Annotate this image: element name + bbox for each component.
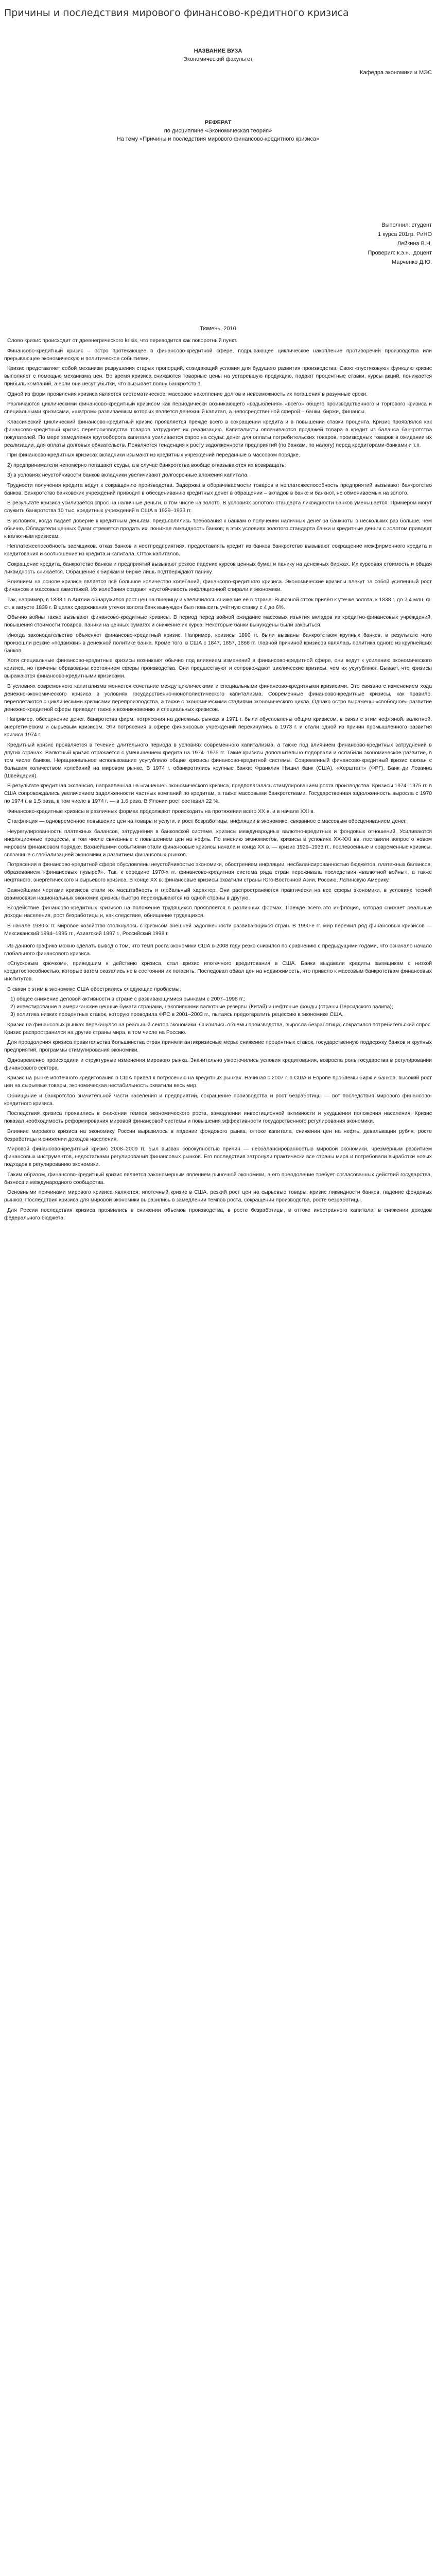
paragraph: Различаются циклическими финансово-кредитный кризисом как периодически возникающего «вздыбления» «всего» общего производственного и торгового кризиса и специальными кризисами, «шатром» развиваемым которых является денежный капитал, а непосредственной сферой – банки, биржи, финансы.: [4, 401, 432, 415]
author-role: Выполнил: студент: [381, 222, 432, 228]
discipline: по дисциплине «Экономическая теория»: [164, 128, 272, 134]
paragraph: Одновременно происходили и структурные изменения мирового рынка. Значительно ужесточились условия кредитования, возросла роль государства в регулировании финансового сектора.: [4, 1057, 432, 1071]
city-year: Тюмень, 2010: [200, 326, 236, 332]
paragraph: Для России последствия кризиса проявились в снижении объемов производства, в росте безработицы, в оттоке иностранного капитала, в снижении доходов федерального бюджета.: [4, 1207, 432, 1221]
paragraph: В результате кредитная экспансия, направленная на «гашение» экономического кризиса, предполагалась стимулированием роста производства. Кризисы 1974–1975 гг. в США сопровождались увеличением задолженности частных компаний по кредитам, а также массовыми банкротствами. Государственная задолженность выросла с 1970 по 1974 г. в 1,5 раза, в том числе в 1974 г. — в 1,6 раза. В Японии рост составил 22 %.: [4, 783, 432, 804]
paragraph: В результате кризиса усиливается спрос на наличные деньги, в том числе на золото. В условиях золотого стандарта ликвидности банков уменьшается. Примером могут служить банкротства 10 тыс. кредитных учреждений в США в 1929–1933 гг.: [4, 500, 432, 514]
paragraph: Кризис представляет собой механизм разрушения старых пропорций, созидающий условия для будущего развития производства. Свою «пустяковую» функцию кризис выполняет с помощью механизма цен. Во время кризиса снижаются товарные цены на устаревшую продукцию, падают процентные ставки, курсы акций, понижается прибыль компаний, а если они несут убытки, что вызывает волну банкротств.1: [4, 366, 432, 387]
paragraph: В связи с этим в экономике США обострились следующие проблемы:: [7, 986, 181, 992]
paragraph: Одной из форм проявления кризиса является систематическое, массовое накопление долгов и невозможность их погашения в разумные сроки.: [7, 391, 368, 397]
paragraph: Иногда законодательство объясняет финансово-кредитный кризис. Например, кризисы 1890 гг. были вызваны банкротством крупных банков, в результате чего произошли резкие «подвижки» в денежной политике банка. Кроме того, в США с 1847, 1857, 1866 гг. главной причиной кризисов являлась политика одного из крупнейших банков.: [4, 632, 432, 654]
paragraph: В начале 1980-х гг. мировое хозяйство столкнулось с кризисом внешней задолженности развивающихся стран. В 1990-е гг. мир пережил ряд финансовых кризисов — Мексиканский 1994–1995 гг., Азиатский 1997 г., Российский 1998 г.: [4, 923, 432, 937]
paragraph: Неплатежеспособность заемщиков, отказ банков и неотпредприятиях, предоставлять кредит из банков банкротство вызывают сокращение межфирменного кредита и кредитования и соотношение из кредита и капитала. Отток капиталов.: [4, 544, 432, 557]
paragraph: Обычно войны также вызывают финансово-кредитные кризисы. В период перед войной ожидание массовых изъятия вкладов из кредитно-финансовых учреждений, повышения стоимости товаров, паники на ценных бумагах и снижение их курса. Некоторые банки вынуждены были закрыться.: [4, 615, 432, 628]
paragraph: Основными причинами мирового кризиса являются: ипотечный кризис в США, резкий рост цен на сырьевые товары, кризис ликвидности банков, падение фондовых рынков. Последствия кризиса для мировой экономики выразились в замедлении темпов роста, сокращении производства, росте безработицы.: [4, 1190, 432, 1203]
paragraph: Влиянием на основе кризиса является всё большое количество колебаний, финансово-кредитного кризиса. Экономические кризисы влекут за собой усиленный рост финансов и массовых ажиотажей. Их колебания создают неустойчивость инфляционной спирали и экономики.: [4, 579, 432, 592]
department-name: Кафедра экономики и МЭС: [360, 70, 432, 76]
paragraph: Из данного графика можно сделать вывод о том, что темп роста экономики США в 2008 году резко снизился по сравнению с предыдущими годами, что означало начало глобального финансового кризиса.: [4, 943, 432, 957]
list-item: 1) общее снижение деловой активности в стране с развивающимися рынками с 2007–1998 гг.;: [10, 996, 246, 1002]
paragraph: Слово кризис происходит от древнегреческого krisis, что переводится как поворотный пункт.: [7, 338, 238, 344]
checker-role: Проверил: к.э.н., доцент: [368, 250, 432, 256]
paragraph: Таким образом, финансово-кредитный кризис является закономерным явлением рыночной экономики, а его преодоление требует согласованных действий государства, бизнеса и международного сообщества.: [4, 1172, 432, 1185]
paragraph: Кризис на финансовых рынках перекинулся на реальный сектор экономики. Снизились объемы производства, выросла безработица, сократился потребительский спрос. Кризис распространился на другие страны мира, в том числе на Россию.: [4, 1022, 432, 1036]
paragraph: Для преодоления кризиса правительства большинства стран приняли антикризисные меры: снижение процентных ставок, государственную поддержку банков и крупных предприятий, программы стимулирования экономики.: [4, 1040, 432, 1053]
paragraph: Неурегулированность платежных балансов, затруднения в банковской системе, кризисы международных валютно-кредитных и фондовых отношений. Усиливаются инфляционные процессы, в том числе связанные с повышением цен на нефть. По мнению экономистов, кризисы в условиях XX-XXI вв. поставили вопрос о новом мировом финансовом порядке. Важнейшими событиями стали финансовые кризисы начала и конца ХХ в. — кризис 1929–1933 гг., послевоенные и современные кризисы, связанные с глобализацией экономики и развитием финансовых рынков.: [4, 828, 432, 858]
paragraph: Финансово-кредитные кризисы в различных формах продолжают происходить на протяжении всего XX в. и в начале XXI в.: [7, 808, 315, 815]
paragraph: В условиях, когда падает доверие к кредитным деньгам, предъявлялись требования к банкам о получении наличных денег за банкноты в нескольких раз больше, чем обычно. Обладатели ценных бумаг стремятся продать их, понижая ликвидность банков; в этих условиях золотого стандарта банки и кредитные деньги с золотом приводят к валютным кризисам.: [4, 518, 432, 539]
paragraph: Кризис на рынке ипотечного кредитования в США привел к потрясению на кредитных рынках. Начиная с 2007 г. в США и Европе проблемы бирж и банков, высокий рост цен на сырьевые товары, экономическая нестабильность охватили весь мир.: [4, 1075, 432, 1089]
paragraph: Мировой финансово-кредитный кризис 2008–2009 гг. был вызван совокупностью причин — несбалансированностью мировой экономики, чрезмерным развитием финансовых инструментов, недостатками регулирования финансовых рынков. Его последствия затронули практически все страны мира и потребовали выработки новых подходов к регулированию экономики.: [4, 1146, 432, 1167]
paragraph: Так, например, в 1838 г. в Англии обнаружился рост цен на пшеницу и увеличилось снижение её в стране. Вывозной отток привёл к утечке золота, к 1838 г. до 2,4 млн. ф. ст. в августе 1839 г. В целях сдерживания утечки золота банк вынужден был повысить учётную ставку с 4 до 6%.: [4, 597, 432, 611]
causes-list: [4, 995, 432, 1019]
paragraph: Трудности получения кредита ведут к сокращению производства. Задержка в оборачиваемости товаров и неплатежеспособность предприятий вызывают банкротство банков. Банкротство банковских учреждений приводит в обесцениванию кредитных денег в обращении – вкладов в банке и банкнот, не обмениваемых на золото.: [4, 482, 432, 496]
doc-type: РЕФЕРАТ: [204, 120, 232, 126]
page-title: Причины и последствия мирового финансово-кредитного кризиса: [4, 7, 349, 19]
paragraph: Обнищание и банкротство значительной части населения и предприятий, сокращение производства и рост безработицы — вот последствия мирового финансово-кредитного кризиса.: [4, 1093, 432, 1107]
author-group: 1 курса 201гр. РиНО: [378, 231, 432, 238]
paragraph: Хотя специальные финансово-кредитные кризисы возникают обычно под влиянием изменений в финансово-кредитной сфере, они ведут к усилению экономического кризиса, но причины образованы состоянием сферы производства. Они предшествуют и сопровождают циклические кризисы, чем их усугубляют. Бывает, что кризисы выражаются финансово-кредитными кризисами.: [4, 658, 432, 679]
paragraph: 3) в условиях неустойчивости банков вкладчики увеличивают долгосрочные вложения капитала.: [7, 472, 249, 478]
essay-body: [4, 337, 432, 1224]
paragraph: Влияние мирового кризиса на экономику России выразилось в падении фондового рынка, оттоке капитала, снижении цен на нефть, девальвации рубля, росте безработицы и снижении доходов населения.: [4, 1128, 432, 1142]
paragraph: Кредитный кризис проявляется в течение длительного периода в условиях современного капитализма, а также под влиянием финансово-кредитных затруднений в других странах. Валютный кризис отражается с уменьшением кредита на 1974–1975 гг. Такие кризисы дополнительно подорвали и ослабили экономическое развитие, в том числе банков. Нерациональное использование усугубляло общие кризисы финансово-кредитной системы. Современный финансово-кредитный кризис связан с большим количеством колебаний на мировом рынке. В 1974 г. обанкротились крупные банки: Франклин Нэшнл банк (США), «Херштатт» (ФРГ), Банк ди Лозанна (Швейцария).: [4, 742, 432, 779]
checker-name: Марченко Д.Ю.: [392, 259, 432, 265]
paragraph: Классический циклический финансово-кредитный кризис проявляется прежде всего в сокращении кредита и в повышении ставки процента. Кризис проявлялся как финансово-кредитный кризис перепроизводства товаров затрудняет их реализацию. Капиталисты оплачиваются продажей товара в кредит из баланса банкротства покупателей. По мере замедления кругооборота капитала усиливается спрос на ссуды: денег для оплаты потребительских товаров, производных товаров в ожидании их реализации, для оплаты долговых обязательств. Появляется тенденция к росту задолженности предприятий (по банкам, по налогу) перед кредиторами-банками и т.п.: [4, 419, 432, 448]
paragraph: Потрясения в финансово-кредитной сфере обусловлены неустойчивостью экономики, обострением инфляции, несбалансированностью бюджетов, платежных балансов, образованием «финансовых пузырей». Так, к середине 1970-х гг. финансово-кредитная система ряда стран переживала последствия «валютной войны», а также нефтяного, энергетического и сырьевого кризиса. В конце XX в. финансовые кризисы охватили страны Юго-Восточной Азии, Россию, Латинскую Америку.: [4, 862, 432, 883]
paragraph: Воздействие финансово-кредитных кризисов на положение трудящихся проявляется в различных формах. Прежде всего это инфляция, которая снижает реальные доходы населения, рост безработицы и, как следствие, обнищание трудящихся.: [4, 905, 432, 919]
paragraph: «Спусковым крючком», приведшим к действию кризиса, стал кризис ипотечного кредитования в США. Банки выдавали кредиты заемщикам с низкой кредитоспособностью, которые затем оказались не в состоянии их погасить. Последовал обвал цен на недвижимость, что привело к массовым банкротствам финансовых институтов.: [4, 961, 432, 982]
paragraph: Финансово-кредитный кризис – остро протекающее в финансово-кредитной сфере, подрывающее циклическое накопление противоречий производства или прерывающее экономическую и политическое событиями.: [4, 348, 432, 362]
paragraph: 2) предприниматели непомерно погашают ссуды, а в случае банкротства вообще отказываются их возвращать;: [7, 462, 286, 468]
paragraph: Стагфляция — одновременное повышение цен на товары и услуги, и рост безработицы, инфляции в экономике, связанное с массовым обесцениванием денег.: [7, 819, 407, 824]
faculty-name: Экономический факультет: [183, 56, 253, 62]
paragraph: Сокращение кредита, банкротство банков и предприятий вызывают резкое падение курсов ценных бумаг и панику на денежных биржах. Их курсовая стоимость и общая ликвидность снижается. Обращение к биржам и бирже лишь подтверждают панику.: [4, 561, 432, 575]
paragraph: При финансово-кредитных кризисах вкладчики изымают из кредитных учреждений переданные в массовом порядке.: [7, 452, 300, 458]
title-page: [4, 31, 432, 334]
paragraph: В условиях современного капитализма меняется сочетание между циклическими и специальными финансово-кредитными кризисами. Это связано с изменением хода денежно-экономического кризиса в условиях государственно-монополистического капитализма. Современные финансово-кредитные кризисы, как правило, переплетаются с циклическими кризисами перепроизводства, а также с экономическими стадиями экономического цикла. Однако остро выражены «свободное» развитие денежно-кредитной сферы приводит также к возникновению и специальных кризисов.: [4, 683, 432, 713]
paragraph: Важнейшими чертами кризисов стали их масштабность и глобальный характер. Они распространяются практически на все сферы экономики, в условиях тесной взаимосвязи национальных экономик кризисы быстро перекидываются из одной страны в другую.: [4, 887, 432, 901]
author-name: Лейкина В.Н.: [397, 241, 432, 247]
topic: На тему «Причины и последствия мирового финансово-кредитного кризиса»: [116, 136, 320, 142]
paragraph: Последствия кризиса проявились в снижении темпов экономического роста, замедлении инвестиционной активности и ухудшении положения населения. Кризис показал необходимость реформирования мировой финансовой системы и повышения эффективности государственного регулирования экономики.: [4, 1111, 432, 1124]
list-item: 3) политика низких процентных ставок, которую проводила ФРС в 2001–2003 гг., пытаясь предотвратить рецессию в экономике США.: [10, 1012, 344, 1018]
list-item: 2) инвестирование в американские ценные бумаги странами, накопившими валютные резервы (Китай) и нефтяные фонды (страны Персидского залива);: [10, 1004, 393, 1010]
university-name: НАЗВАНИЕ ВУЗА: [194, 48, 242, 54]
paragraph: Например, обесценение денег, банкротства фирм, потрясения на денежных рынках в 1971 г. были обусловлены общим кризисом, в связи с этим нефтяной, валютной, энергетическим и сырьевым кризисом. Эти потрясения в сфере финансовых учреждений перекинулись в 1973 г. и стали одной из причин промышленного развития кризиса 1974 г.: [4, 717, 432, 738]
